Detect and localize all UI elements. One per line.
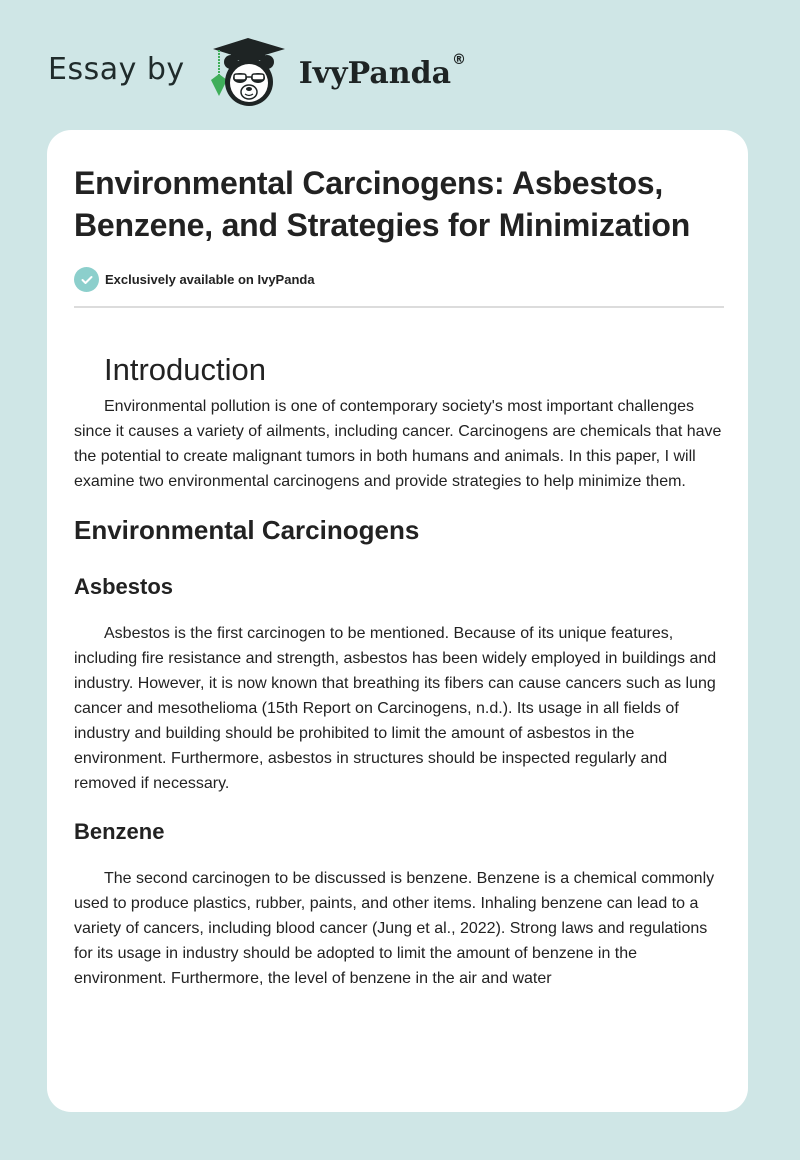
heading-asbestos: Asbestos [74,574,174,599]
brand-name[interactable] [298,52,467,91]
paragraph-benzene: The second carcinogen to be discussed is benzene. Benzene is a chemical commonly used to produce plastics, rubber, paints, and other items. Inhaling benzene can lead to a variety of cancers, including blood cancer (Jung et al., 2022). Strong laws and regulations for its usage in industry should be adopted to limit the amount of benzene in the environment. Furthermore, the level of benzene in the air and water [74,870,715,987]
page-title: Environmental Carcinogens: Asbestos, Benzene, and Strategies for Minimization [74,165,691,243]
exclusive-label: Exclusively available on IvyPanda [105,272,315,287]
section-environmental-carcinogens [74,514,724,991]
registered-mark: ® [452,52,467,68]
panda-graduate-logo-icon[interactable] [205,34,291,110]
heading-introduction: Introduction [104,352,266,387]
paragraph-introduction: Environmental pollution is one of contemporary society's most important challenges since it causes a variety of ailments, including cancer. Carcinogens are chemicals that have the potential to create malignant tumors in both humans and animals. In this paper, I will examine two environmental carcinogens and provide strategies to help minimize them. [74,398,722,490]
paragraph-asbestos: Asbestos is the first carcinogen to be mentioned. Because of its unique features, including fire resistance and strength, asbestos has been widely employed in buildings and industry. However, it is now known that breathing its fibers can cause cancers such as lung cancer and mesothelioma (15th Report on Carcinogens, n.d.). Its usage in all fields of industry and building should be prohibited to limit the amount of asbestos in the environment. Furthermore, asbestos in structures should be inspected regularly and removed if necessary. [74,625,717,792]
heading-environmental-carcinogens: Environmental Carcinogens [74,515,420,545]
section-introduction [74,352,724,494]
check-circle-icon [74,267,99,292]
site-header [48,34,466,110]
brand-prefix: Essay by [48,52,185,87]
essay-content [74,162,724,991]
brand-name-text: IvyPanda [298,56,452,91]
essay-card [47,130,748,1112]
divider [74,306,724,308]
exclusive-badge [74,267,724,292]
heading-benzene: Benzene [74,819,165,844]
